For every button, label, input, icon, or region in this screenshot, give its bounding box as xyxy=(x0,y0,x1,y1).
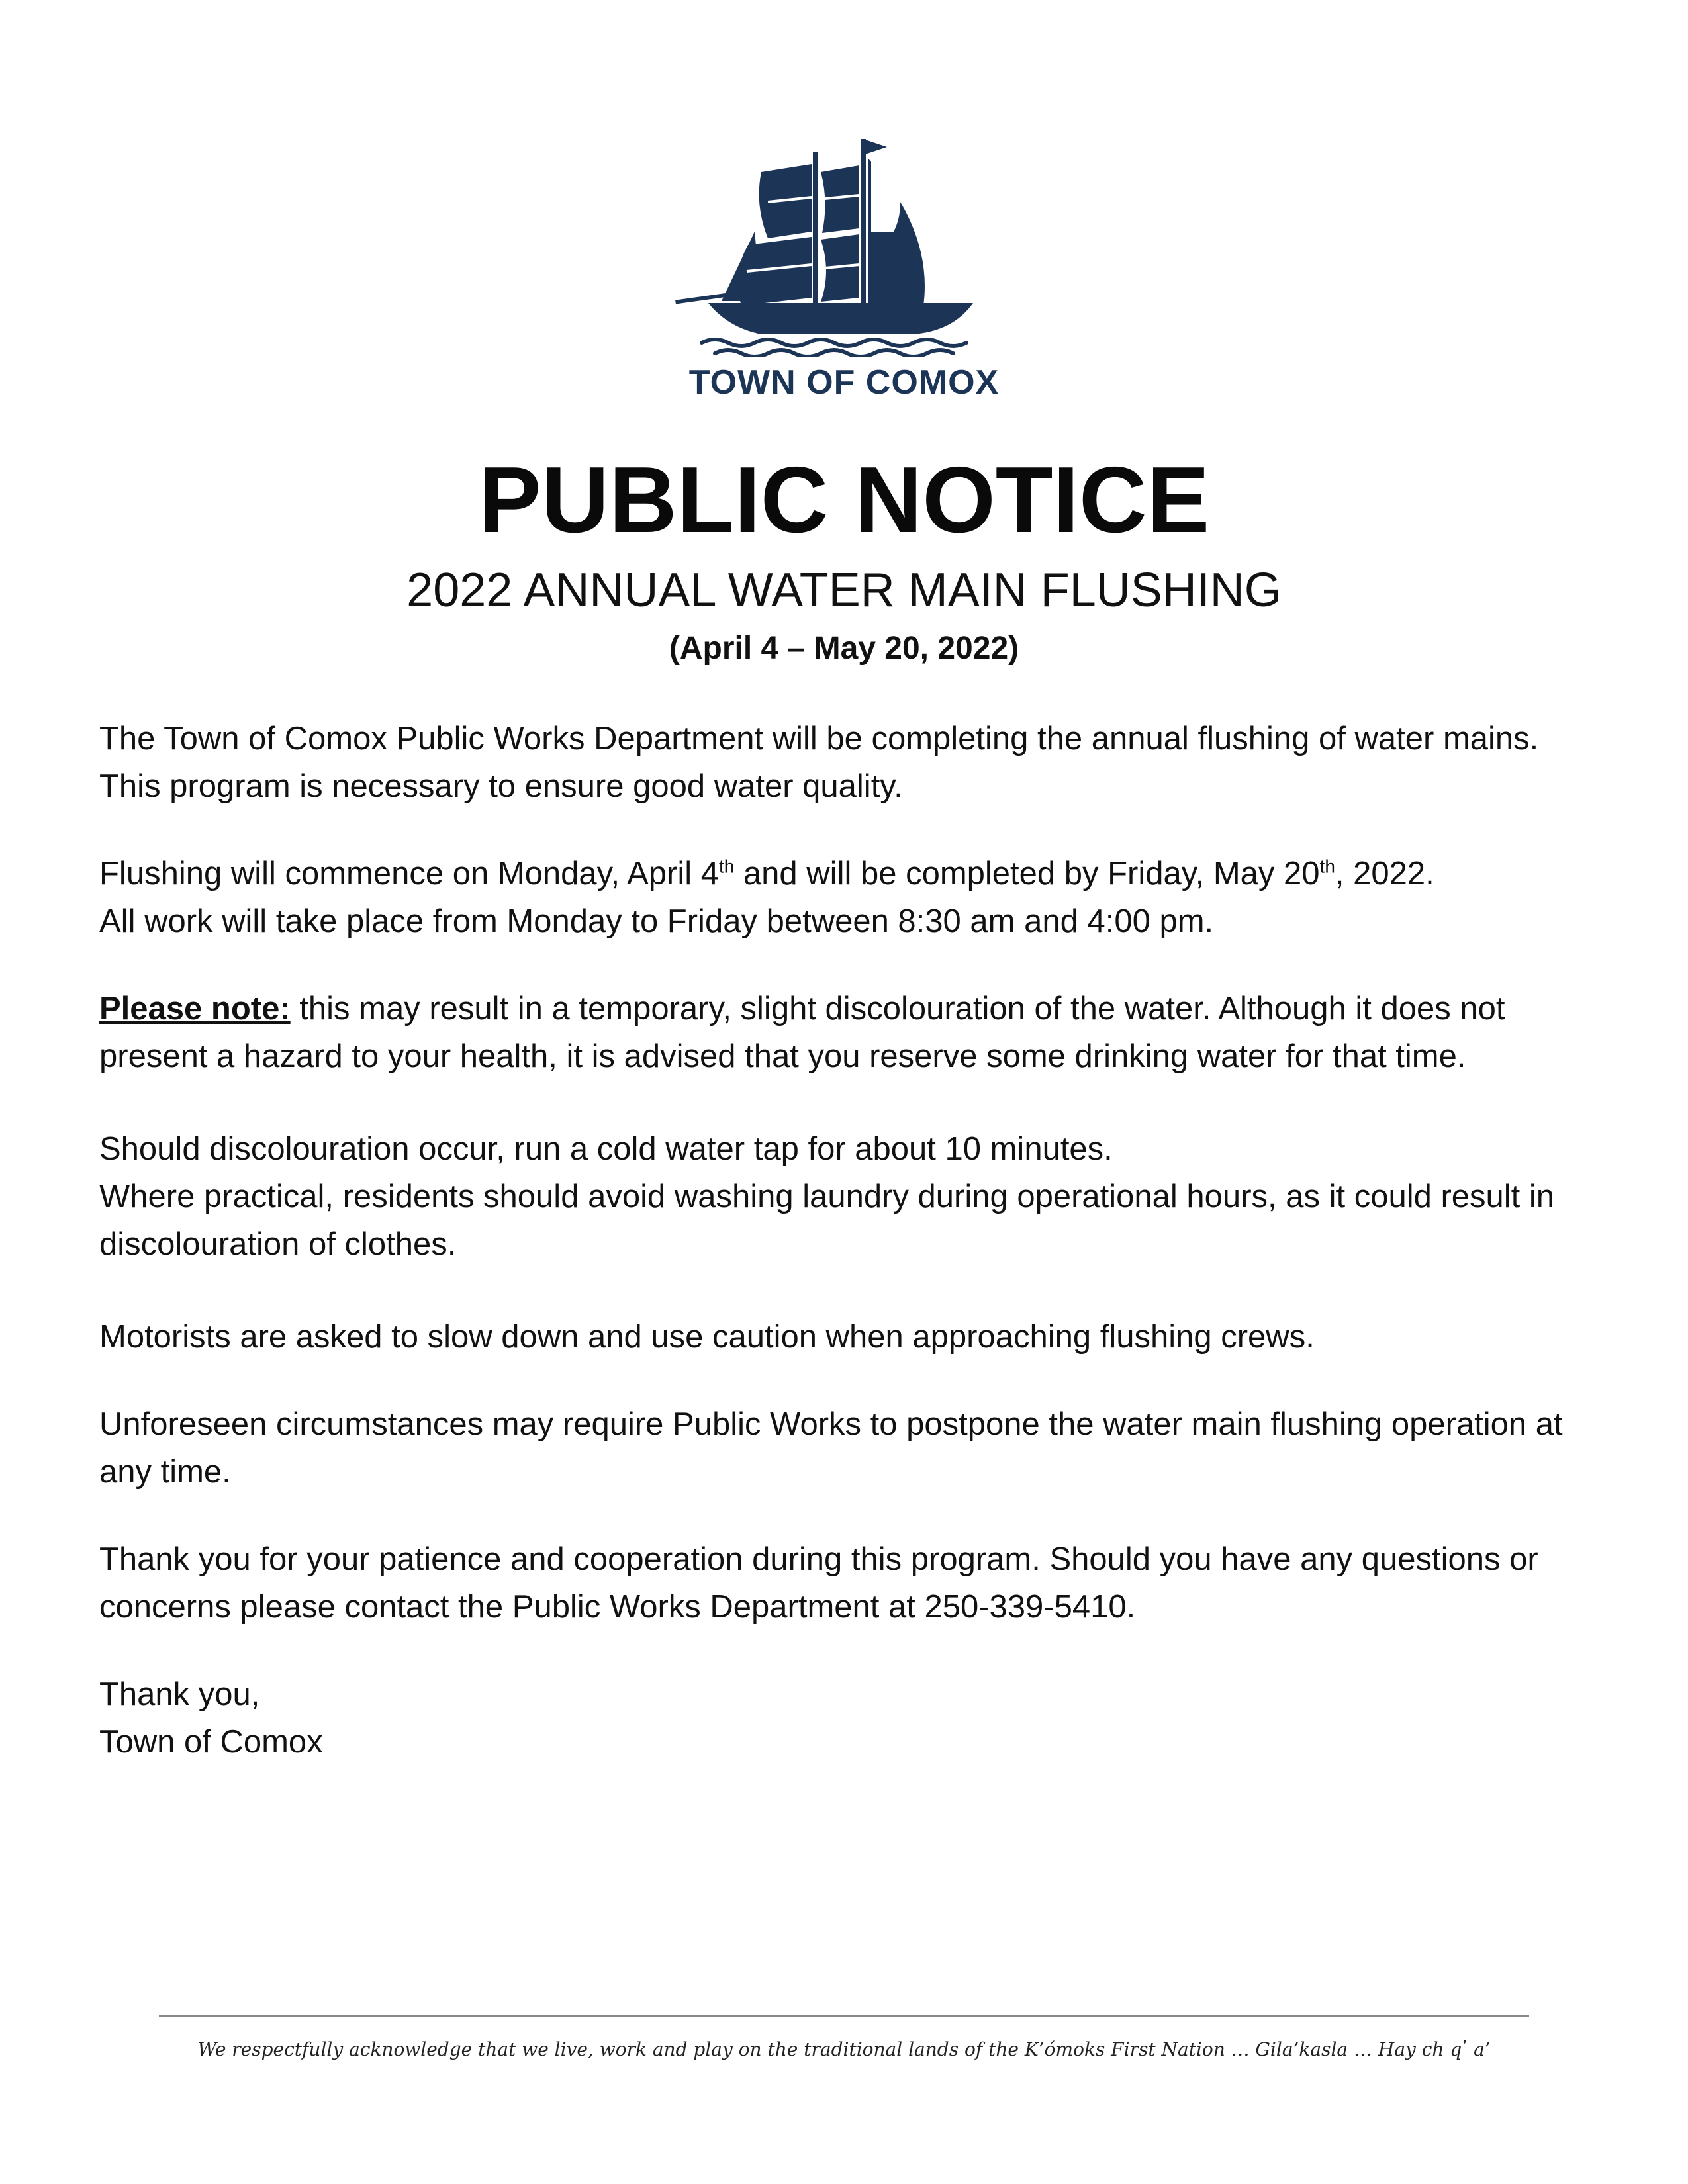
notice-dates: (April 4 – May 20, 2022) xyxy=(669,631,1019,666)
paragraph-motorists: Motorists are asked to slow down and use caution when approaching flushing crews. xyxy=(99,1319,1315,1355)
schedule-sup-2: th xyxy=(1319,856,1335,877)
discolouration-line-1: Should discolouration occur, run a cold water tap for about 10 minutes. xyxy=(99,1131,1113,1167)
discolouration-line-2: Where practical, residents should avoid washing laundry during operational hours, as it could result in discolouration of clothes. xyxy=(99,1179,1555,1262)
paragraph-intro: The Town of Comox Public Works Department will be completing the annual flushing of water mains. This program is necessary to ensure good water quality. xyxy=(99,721,1539,804)
schedule-hours: All work will take place from Monday to Friday between 8:30 am and 4:00 pm. xyxy=(99,903,1214,939)
footer-acknowledgement: We respectfully acknowledge that we live, work and play on the traditional lands of the K’ómoks First Nation … Gila’kasla … Hay ch q ̓ a’ xyxy=(197,2038,1491,2060)
please-note-text: this may result in a temporary, slight discolouration of the water. Although it does not present a hazard to your health, it is advised that you reserve some drinking water for that time. xyxy=(99,991,1505,1074)
please-note-label: Please note: xyxy=(99,991,291,1026)
schedule-sup-1: th xyxy=(718,856,735,877)
schedule-text-c: , 2022. xyxy=(1335,856,1434,891)
paragraph-unforeseen: Unforeseen circumstances may require Public Works to postpone the water main flushing operation at any time. xyxy=(99,1406,1563,1490)
org-name: TOWN OF COMOX xyxy=(688,363,1000,402)
closing-signature: Town of Comox xyxy=(99,1724,323,1760)
paragraph-discolouration xyxy=(99,1125,1595,1268)
closing-thanks: Thank you, xyxy=(99,1676,260,1712)
page-title: PUBLIC NOTICE xyxy=(478,447,1210,553)
footer-divider xyxy=(159,2015,1529,2017)
closing xyxy=(99,1670,1595,1766)
schedule-text-a: Flushing will commence on Monday, April 4 xyxy=(99,856,719,891)
notice-body xyxy=(99,715,1595,1766)
paragraph-schedule xyxy=(99,850,1595,945)
paragraph-please-note xyxy=(99,985,1595,1080)
sailing-ship-icon xyxy=(662,132,1019,357)
notice-subtitle: 2022 ANNUAL WATER MAIN FLUSHING xyxy=(406,564,1282,617)
schedule-text-b: and will be completed by Friday, May 20 xyxy=(734,856,1320,891)
paragraph-contact: Thank you for your patience and cooperation during this program. Should you have any questions or concerns please contact the Public Works Department at 250-339-5410. xyxy=(99,1541,1538,1625)
